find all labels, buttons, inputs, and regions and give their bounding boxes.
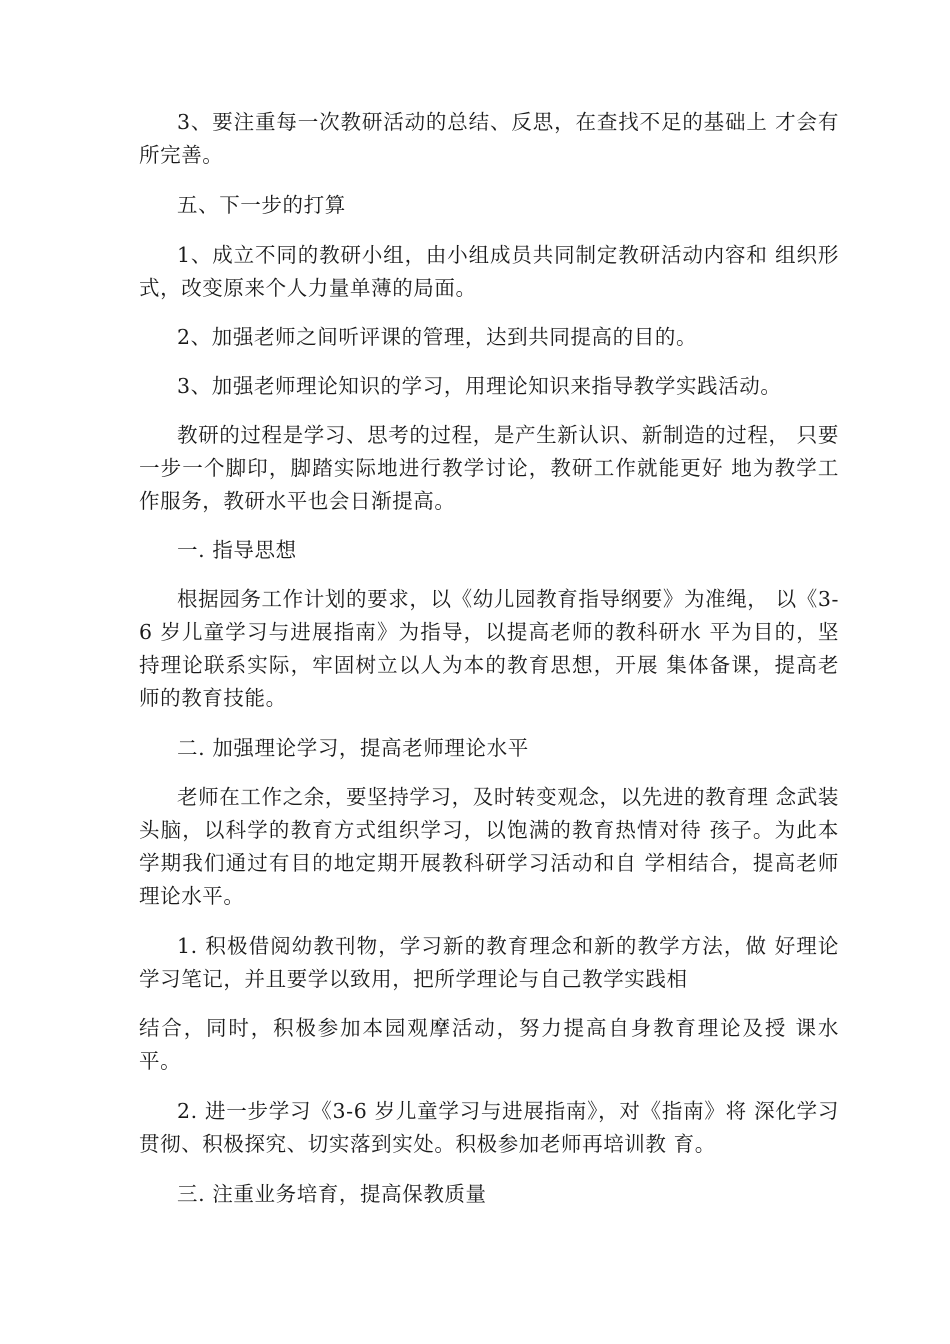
section-heading-theory-study: 二. 加强理论学习，提高老师理论水平	[177, 736, 529, 760]
paragraph-plan-item-2: 2、加强老师之间听评课的管理，达到共同提高的目的。	[177, 325, 698, 349]
paragraph-study-item-2: 2. 进一步学习《3-6 岁儿童学习与进展指南》，对《指南》将 深化学习贯彻、积极探究、切实落到实处。积极参加老师再培训教 育。	[139, 1099, 839, 1156]
paragraph-plan-item-3: 3、加强老师理论知识的学习，用理论知识来指导教学实践活动。	[177, 374, 782, 398]
paragraph-theory-study: 老师在工作之余，要坚持学习，及时转变观念，以先进的教育理 念武装头脑，以科学的教育方式组织学习，以饱满的教育热情对待 孩子。为此本学期我们通过有目的地定期开展教科研学习活动和自 学相结合，提高老师理论水平。	[139, 785, 839, 908]
paragraph-summary-reflection: 3、要注重每一次教研活动的总结、反思，在查找不足的基础上 才会有所完善。	[139, 110, 839, 167]
section-heading-professional-training: 三. 注重业务培育，提高保教质量	[177, 1182, 487, 1206]
paragraph-study-item-1-continued: 结合，同时，积极参加本园观摩活动，努力提高自身教育理论及授 课水平。	[139, 1016, 839, 1073]
paragraph-guiding-ideology: 根据园务工作计划的要求，以《幼儿园教育指导纲要》为准绳， 以《3-6 岁儿童学习与进展指南》为指导，以提高老师的教科研水 平为目的，坚持理论联系实际，牢固树立以人为本的教育思想，开展 集体备课，提高老师的教育技能。	[139, 587, 839, 710]
paragraph-study-item-1: 1. 积极借阅幼教刊物，学习新的教育理念和新的教学方法，做 好理论学习笔记，并且要学以致用，把所学理论与自己教学实践相	[139, 934, 839, 991]
paragraph-research-process: 教研的过程是学习、思考的过程，是产生新认识、新制造的过程， 只要一步一个脚印，脚踏实际地进行教学讨论，教研工作就能更好 地为教学工作服务，教研水平也会日渐提高。	[139, 423, 839, 513]
section-heading-next-plan: 五、下一步的打算	[177, 193, 346, 217]
section-heading-guiding-ideology: 一. 指导思想	[177, 538, 297, 562]
paragraph-plan-item-1: 1、成立不同的教研小组，由小组成员共同制定教研活动内容和 组织形式，改变原来个人力量单薄的局面。	[139, 243, 839, 300]
